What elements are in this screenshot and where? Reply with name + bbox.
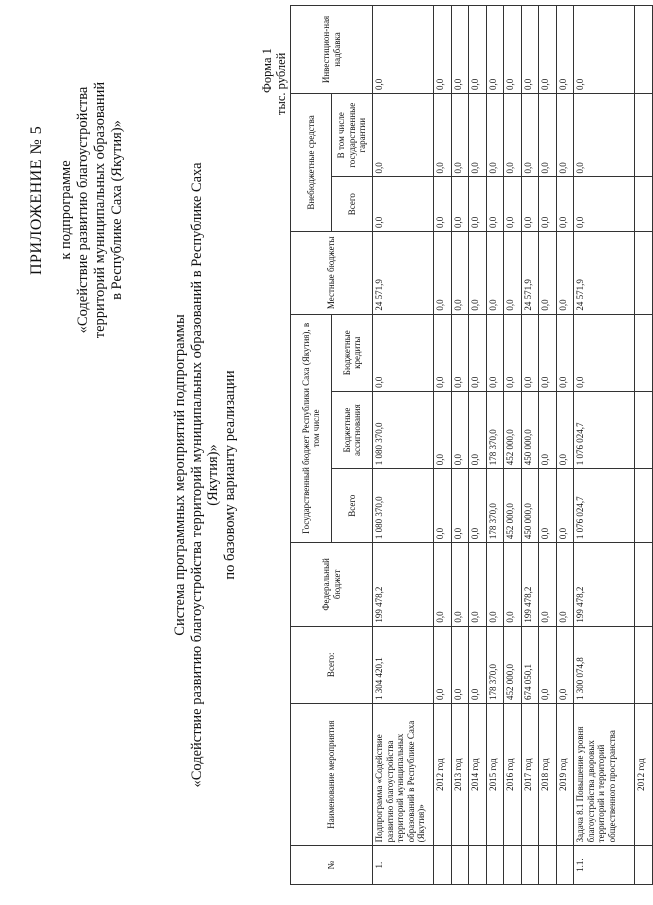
cell-state-credits: 0,0 xyxy=(574,314,635,391)
cell-state-total: 1 076 024,7 xyxy=(574,469,635,543)
cell-extra-guarantees: 0,0 xyxy=(373,93,434,177)
cell-extra-total: 0,0 xyxy=(539,177,557,231)
cell-federal: 199 478,2 xyxy=(521,543,539,627)
header-extra-total: Всего xyxy=(332,177,373,231)
appendix-sub-line: «Содействие развитию благоустройства xyxy=(75,86,91,334)
cell-state-alloc: 452 000,0 xyxy=(504,391,522,468)
cell-extra-guarantees: 0,0 xyxy=(574,93,635,177)
doc-title-line: по базовому варианту реализации xyxy=(221,370,238,580)
header-extra-group: Внебюджетные средства xyxy=(291,93,332,231)
cell-no: 1.1. xyxy=(574,846,635,885)
header-extra-guarantees: В том числе государственные гарантии xyxy=(332,93,373,177)
cell-state-alloc: 0,0 xyxy=(451,391,469,468)
appendix-subtitle xyxy=(58,45,126,375)
cell-state-total: 0,0 xyxy=(539,469,557,543)
cell-state-credits: 0,0 xyxy=(556,314,574,391)
cell-total: 674 050,1 xyxy=(521,626,539,703)
doc-title-line: Система программных мероприятий подпрограммы xyxy=(172,314,188,636)
header-total: Всего: xyxy=(291,626,373,703)
cell-name: 2016 год xyxy=(504,703,522,845)
cell-local: 0,0 xyxy=(504,231,522,314)
cell-federal: 0,0 xyxy=(451,543,469,627)
cell-state-total: 1 080 370,0 xyxy=(373,469,434,543)
cell-extra-total: 0,0 xyxy=(521,177,539,231)
cell-total: 0,0 xyxy=(539,626,557,703)
cell-state-credits: 0,0 xyxy=(451,314,469,391)
cell-state-credits: 0,0 xyxy=(373,314,434,391)
cell-state-alloc xyxy=(635,391,653,468)
cell-local: 0,0 xyxy=(486,231,504,314)
appendix-sub-line: в Республике Саха (Якутия)» xyxy=(109,120,125,300)
cell-federal xyxy=(635,543,653,627)
cell-state-total: 0,0 xyxy=(451,469,469,543)
cell-state-alloc: 1 080 370,0 xyxy=(373,391,434,468)
cell-no xyxy=(635,846,653,885)
cell-federal: 0,0 xyxy=(556,543,574,627)
cell-state-credits: 0,0 xyxy=(539,314,557,391)
cell-name: Подпрограмма «Содействие развитию благоустройства территорий муниципальных образований в Республике Саха (Якутия)» xyxy=(373,703,434,845)
cell-state-total: 0,0 xyxy=(434,469,452,543)
header-local: Местные бюджеты xyxy=(291,231,373,314)
cell-state-alloc: 0,0 xyxy=(469,391,487,468)
cell-invest: 0,0 xyxy=(469,6,487,94)
cell-local: 24 571,9 xyxy=(521,231,539,314)
cell-name: 2018 год xyxy=(539,703,557,845)
cell-state-alloc: 0,0 xyxy=(539,391,557,468)
cell-total: 0,0 xyxy=(434,626,452,703)
cell-name: Задача 8.1 Повышение уровня благоустройства дворовых территорий и территорий общественного пространства xyxy=(574,703,635,845)
header-state-allocations: Бюджетные ассигнования xyxy=(332,391,373,468)
cell-total: 0,0 xyxy=(469,626,487,703)
cell-total: 178 370,0 xyxy=(486,626,504,703)
cell-state-alloc: 0,0 xyxy=(556,391,574,468)
cell-local: 24 571,9 xyxy=(373,231,434,314)
cell-federal: 0,0 xyxy=(469,543,487,627)
cell-no xyxy=(434,846,452,885)
cell-federal: 0,0 xyxy=(434,543,452,627)
cell-name: 2012 год xyxy=(635,703,653,845)
cell-invest: 0,0 xyxy=(486,6,504,94)
cell-state-total: 450 000,0 xyxy=(521,469,539,543)
appendix-sub-line: территорий муниципальных образований xyxy=(92,81,108,339)
cell-federal: 0,0 xyxy=(504,543,522,627)
cell-extra-total: 0,0 xyxy=(504,177,522,231)
cell-invest: 0,0 xyxy=(556,6,574,94)
cell-name: 2017 год xyxy=(521,703,539,845)
cell-extra-guarantees: 0,0 xyxy=(486,93,504,177)
cell-state-alloc: 178 370,0 xyxy=(486,391,504,468)
cell-invest: 0,0 xyxy=(373,6,434,94)
cell-invest: 0,0 xyxy=(451,6,469,94)
header-state-total: Всего xyxy=(332,469,373,543)
cell-no xyxy=(451,846,469,885)
appendix-sub-line: к подпрограмме xyxy=(58,160,74,260)
cell-extra-total: 0,0 xyxy=(486,177,504,231)
cell-extra-guarantees: 0,0 xyxy=(469,93,487,177)
cell-state-alloc: 450 000,0 xyxy=(521,391,539,468)
cell-local xyxy=(635,231,653,314)
cell-name: 2014 год xyxy=(469,703,487,845)
cell-state-credits: 0,0 xyxy=(504,314,522,391)
cell-total xyxy=(635,626,653,703)
cell-invest: 0,0 xyxy=(521,6,539,94)
cell-state-credits: 0,0 xyxy=(434,314,452,391)
header-invest: Инвестицион-ная надбавка xyxy=(291,6,373,94)
cell-extra-guarantees: 0,0 xyxy=(556,93,574,177)
cell-state-alloc: 0,0 xyxy=(434,391,452,468)
cell-total: 1 304 420,1 xyxy=(373,626,434,703)
cell-extra-total: 0,0 xyxy=(574,177,635,231)
cell-extra-total: 0,0 xyxy=(434,177,452,231)
cell-state-alloc: 1 076 024,7 xyxy=(574,391,635,468)
cell-no xyxy=(539,846,557,885)
cell-state-total: 452 000,0 xyxy=(504,469,522,543)
header-state-group: Государственный бюджет Республики Саха (Якутия), в том числе xyxy=(291,314,332,543)
cell-state-total: 178 370,0 xyxy=(486,469,504,543)
cell-extra-total: 0,0 xyxy=(373,177,434,231)
cell-state-total: 0,0 xyxy=(556,469,574,543)
cell-local: 0,0 xyxy=(469,231,487,314)
cell-state-total xyxy=(635,469,653,543)
cell-no xyxy=(469,846,487,885)
cell-extra-guarantees: 0,0 xyxy=(504,93,522,177)
cell-extra-guarantees: 0,0 xyxy=(451,93,469,177)
doc-title-line: «Содействие развитию благоустройства территорий муниципальных образований в Республике Саха (Якутия)» xyxy=(188,162,221,788)
cell-total: 1 300 074,8 xyxy=(574,626,635,703)
cell-local: 0,0 xyxy=(556,231,574,314)
cell-invest: 0,0 xyxy=(574,6,635,94)
cell-federal: 0,0 xyxy=(486,543,504,627)
cell-no: 1. xyxy=(373,846,434,885)
cell-name: 2013 год xyxy=(451,703,469,845)
cell-local: 0,0 xyxy=(451,231,469,314)
cell-extra-total: 0,0 xyxy=(469,177,487,231)
cell-state-credits xyxy=(635,314,653,391)
cell-total: 452 000,0 xyxy=(504,626,522,703)
cell-state-total: 0,0 xyxy=(469,469,487,543)
cell-no xyxy=(486,846,504,885)
cell-invest xyxy=(635,6,653,94)
header-no: № xyxy=(291,846,373,885)
header-state-credits: Бюджетные кредиты xyxy=(332,314,373,391)
cell-extra-guarantees xyxy=(635,93,653,177)
cell-state-credits: 0,0 xyxy=(521,314,539,391)
units-label: тыс. рублей xyxy=(274,52,288,115)
cell-extra-guarantees: 0,0 xyxy=(521,93,539,177)
cell-no xyxy=(521,846,539,885)
cell-no xyxy=(556,846,574,885)
cell-state-credits: 0,0 xyxy=(469,314,487,391)
cell-local: 0,0 xyxy=(434,231,452,314)
cell-local: 0,0 xyxy=(539,231,557,314)
cell-invest: 0,0 xyxy=(434,6,452,94)
cell-federal: 199 478,2 xyxy=(574,543,635,627)
header-federal: Федеральный бюджет xyxy=(291,543,373,627)
cell-local: 24 571,9 xyxy=(574,231,635,314)
cell-invest: 0,0 xyxy=(539,6,557,94)
cell-extra-guarantees: 0,0 xyxy=(539,93,557,177)
cell-extra-guarantees: 0,0 xyxy=(434,93,452,177)
cell-total: 0,0 xyxy=(451,626,469,703)
budget-table xyxy=(290,5,653,885)
form-number: Форма 1 xyxy=(260,48,274,93)
document-title xyxy=(172,155,238,795)
cell-extra-total: 0,0 xyxy=(451,177,469,231)
cell-extra-total: 0,0 xyxy=(556,177,574,231)
cell-total: 0,0 xyxy=(556,626,574,703)
cell-name: 2015 год xyxy=(486,703,504,845)
cell-name: 2012 год xyxy=(434,703,452,845)
cell-state-credits: 0,0 xyxy=(486,314,504,391)
cell-name: 2019 год xyxy=(556,703,574,845)
appendix-title: ПРИЛОЖЕНИЕ № 5 xyxy=(28,125,45,275)
cell-extra-total xyxy=(635,177,653,231)
header-name: Наименование мероприятия xyxy=(291,703,373,845)
cell-invest: 0,0 xyxy=(504,6,522,94)
cell-federal: 0,0 xyxy=(539,543,557,627)
cell-no xyxy=(504,846,522,885)
cell-federal: 199 478,2 xyxy=(373,543,434,627)
